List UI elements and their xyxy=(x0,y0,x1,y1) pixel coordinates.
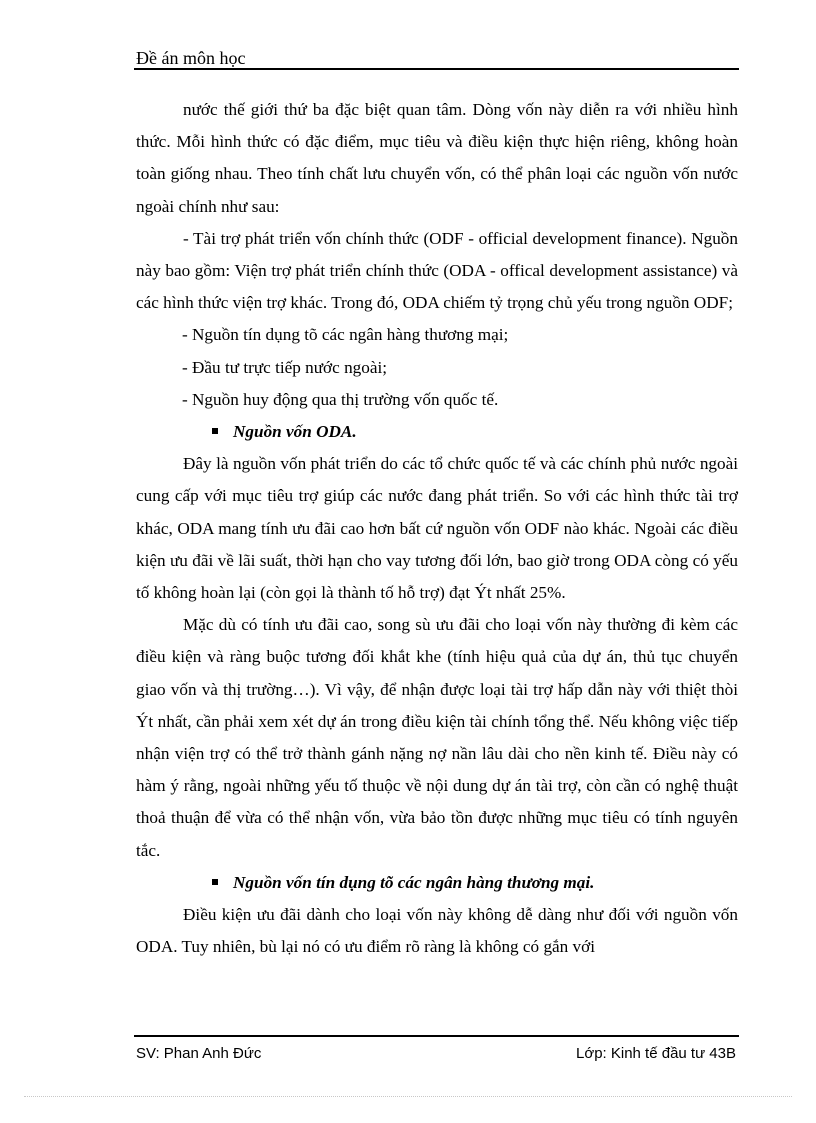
section-heading-oda xyxy=(136,416,738,448)
square-bullet-icon xyxy=(212,879,218,885)
paragraph-capital-forms: nước thế giới thứ ba đặc biệt quan tâm. Dòng vốn này diễn ra với nhiều hình thức. Mỗi hình thức có đặc điểm, mục tiêu và điều kiện thực hiện riêng, không hoàn toàn giống nhau. Theo tính chất lưu chuyển vốn, có thể phân loại các nguồn vốn nước ngoài chính như sau: xyxy=(136,100,738,216)
paragraph-oda-definition: Đây là nguồn vốn phát triển do các tổ chức quốc tế và các chính phủ nước ngoài cung cấp với mục tiêu trợ giúp các nước đang phát triển. So với các hình thức tài trợ khác, ODA mang tính ưu đãi cao hơn bất cứ nguồn vốn ODF nào khác. Ngoài các điều kiện ưu đãi về lãi suất, thời hạn cho vay tương đối lớn, bao giờ trong ODA còng có yếu tố không hoàn lại (còn gọi là thành tố hỗ trợ) đạt Ýt nhất 25%. xyxy=(136,454,738,603)
list-item-fdi: - Đầu tư trực tiếp nước ngoài; xyxy=(182,357,388,377)
section-heading-commercial-credit-text: Nguồn vốn tín dụng tõ các ngân hàng thương mại. xyxy=(233,872,595,892)
section-heading-commercial-credit xyxy=(136,867,738,899)
list-item-capital-market: - Nguồn huy động qua thị trường vốn quốc tế. xyxy=(182,389,499,409)
footer-student-name: SV: Phan Anh Đức xyxy=(136,1045,262,1062)
page-header-title: Đề án môn học xyxy=(136,48,246,68)
list-item-commercial-credit: - Nguồn tín dụng tõ các ngân hàng thương mại; xyxy=(182,325,509,345)
paragraph-commercial-credit: Điều kiện ưu đãi dành cho loại vốn này không dễ dàng như đối với nguồn vốn ODA. Tuy nhiên, bù lại nó có ưu điểm rõ ràng là không có gắn với xyxy=(136,905,738,957)
document-body xyxy=(136,94,738,963)
page-bottom-border xyxy=(24,1096,792,1097)
paragraph-odf: - Tài trợ phát triển vốn chính thức (ODF - official development finance). Nguồn này bao gồm: Viện trợ phát triển chính thức (ODA - offical development assistance) và các hình thức viện trợ khác. Trong đó, ODA chiếm tỷ trọng chủ yếu trong nguồn ODF; xyxy=(136,228,738,313)
square-bullet-icon xyxy=(212,428,218,434)
footer-divider xyxy=(134,1035,739,1037)
section-heading-oda-text: Nguồn vốn ODA. xyxy=(233,422,357,442)
footer-class-name: Lớp: Kinh tế đầu tư 43B xyxy=(576,1045,736,1062)
header-divider xyxy=(134,68,739,70)
paragraph-oda-conditions: Mặc dù có tính ưu đãi cao, song sù ưu đãi cho loại vốn này thường đi kèm các điều kiện và ràng buộc tương đối khắt khe (tính hiệu quả của dự án, thủ tục chuyển giao vốn và thị trường…). Vì vậy, để nhận được loại tài trợ hấp dẫn này với thiệt thòi Ýt nhất, cần phải xem xét dự án trong điều kiện tài chính tổng thể. Nếu không việc tiếp nhận viện trợ có thể trở thành gánh nặng nợ nần lâu dài cho nền kinh tế. Điều này có hàm ý rằng, ngoài những yếu tố thuộc về nội dung dự án tài trợ, còn cần có nghệ thuật thoả thuận để vừa có thể nhận vốn, vừa bảo tồn được những mục tiêu có tính nguyên tắc. xyxy=(136,615,738,860)
